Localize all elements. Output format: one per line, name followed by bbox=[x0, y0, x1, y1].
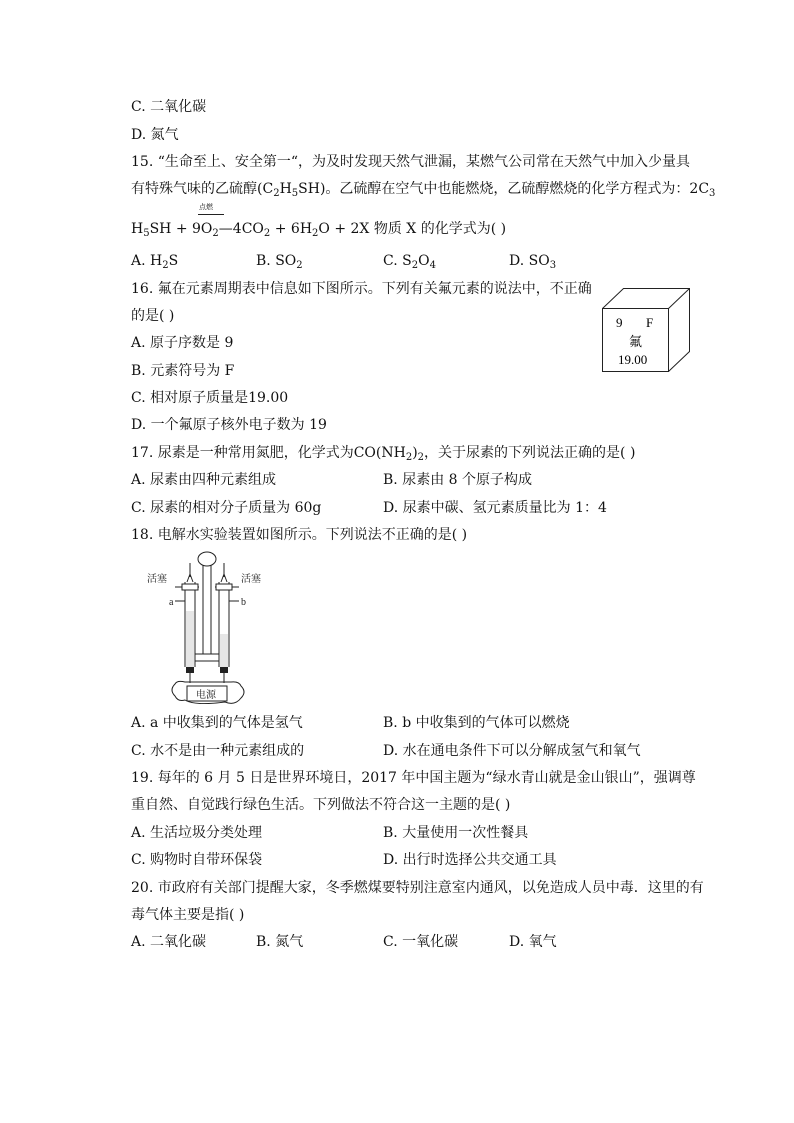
q18-option-a: A. a 中收集到的气体是氢气 bbox=[131, 715, 303, 731]
q17-stem: 17. 尿素是一种常用氮肥，化学式为$CO(NH_2)_2$，关于尿素的下列说法正确的是( ) bbox=[131, 445, 636, 463]
q15-option-c: C. $S_2O_4$ bbox=[383, 253, 436, 271]
q16-stem-line2: 的是( ) bbox=[131, 308, 175, 324]
q16-option-a: A. 原子序数是 9 bbox=[131, 335, 234, 351]
q20-option-c: C. 一氧化碳 bbox=[383, 934, 459, 950]
q16-stem-line1: 16. 氟在元素周期表中信息如下图所示。下列有关氟元素的说法中，不正确 bbox=[131, 281, 592, 297]
element-symbol: F bbox=[646, 315, 654, 330]
atomic-mass: 19.00 bbox=[618, 352, 648, 367]
q18-option-b: B. b 中收集到的气体可以燃烧 bbox=[383, 715, 570, 731]
q15-equation: $H_5SH$ + $9O_2—4CO_2 + 6H_2O + 2X$ 物质 X 的化学式为( ) bbox=[131, 221, 507, 239]
power-supply-label: 电源 bbox=[196, 690, 216, 701]
q15-option-a: A. $H_2S$ bbox=[131, 253, 179, 271]
q20-stem-line2: 毒气体主要是指( ) bbox=[131, 907, 245, 923]
electrolysis-apparatus-diagram bbox=[145, 549, 275, 704]
fluorine-element-card bbox=[602, 288, 690, 372]
q17-option-b: B. 尿素由 8 个原子构成 bbox=[383, 472, 532, 488]
q19-option-c: C. 购物时自带环保袋 bbox=[131, 852, 263, 868]
q15-stem-line2: 有特殊气味的乙硫醇$(C_2H_5SH)$。乙硫醇在空气中也能燃烧，乙硫醇燃烧的化学方程式为：$2C_3$ bbox=[131, 181, 716, 199]
q15-stem-line1: 15. “生命至上、安全第一“，为及时发现天然气泄漏，某燃气公司常在天然气中加入少量具 bbox=[131, 154, 691, 170]
q18-stem: 18. 电解水实验装置如图所示。下列说法不正确的是( ) bbox=[131, 527, 468, 543]
q17-option-d: D. 尿素中碳、氢元素质量比为 1：4 bbox=[383, 500, 607, 516]
reaction-condition: 点燃 bbox=[199, 203, 213, 211]
valve-left-label: 活塞 bbox=[147, 574, 167, 585]
q19-option-b: B. 大量使用一次性餐具 bbox=[383, 825, 529, 841]
valve-right-label: 活塞 bbox=[241, 574, 261, 585]
q20-stem-line1: 20. 市政府有关部门提醒大家，冬季燃煤要特别注意室内通风，以免造成人员中毒．这里的有 bbox=[131, 880, 704, 896]
q18-option-d: D. 水在通电条件下可以分解成氢气和氧气 bbox=[383, 743, 641, 759]
q19-option-a: A. 生活垃圾分类处理 bbox=[131, 825, 263, 841]
q20-option-b: B. 氮气 bbox=[256, 934, 304, 950]
q16-option-d: D. 一个氟原子核外电子数为 19 bbox=[131, 417, 327, 433]
q16-option-b: B. 元素符号为 F bbox=[131, 363, 235, 379]
q17-option-c: C. 尿素的相对分子质量为 60g bbox=[131, 500, 322, 516]
q17-option-a: A. 尿素由四种元素组成 bbox=[131, 472, 277, 488]
q20-option-a: A. 二氧化碳 bbox=[131, 934, 207, 950]
element-card-frame bbox=[602, 288, 690, 372]
element-name: 氟 bbox=[629, 335, 643, 350]
q19-stem-line1: 19. 每年的 6 月 5 日是世界环境日，2017 年中国主题为“绿水青山就是金山银山”，强调尊 bbox=[131, 770, 696, 786]
q16-option-c: C. 相对原子质量是19.00 bbox=[131, 390, 289, 406]
q14-option-d: D. 氮气 bbox=[131, 127, 179, 143]
atomic-number: 9 bbox=[616, 315, 623, 330]
q18-option-c: C. 水不是由一种元素组成的 bbox=[131, 743, 305, 759]
q20-option-d: D. 氧气 bbox=[509, 934, 557, 950]
equation-line-top bbox=[198, 214, 224, 215]
electrolysis-apparatus-drawing bbox=[145, 549, 275, 704]
tube-a-label: a bbox=[169, 597, 174, 608]
q14-option-c: C. 二氧化碳 bbox=[131, 99, 207, 115]
q15-option-b: B. $SO_2$ bbox=[256, 253, 303, 271]
q19-option-d: D. 出行时选择公共交通工具 bbox=[383, 852, 557, 868]
q15-option-d: D. $SO_3$ bbox=[509, 253, 557, 271]
tube-b-label: b bbox=[241, 597, 246, 608]
q19-stem-line2: 重自然、自觉践行绿色生活。下列做法不符合这一主题的是( ) bbox=[131, 797, 511, 813]
